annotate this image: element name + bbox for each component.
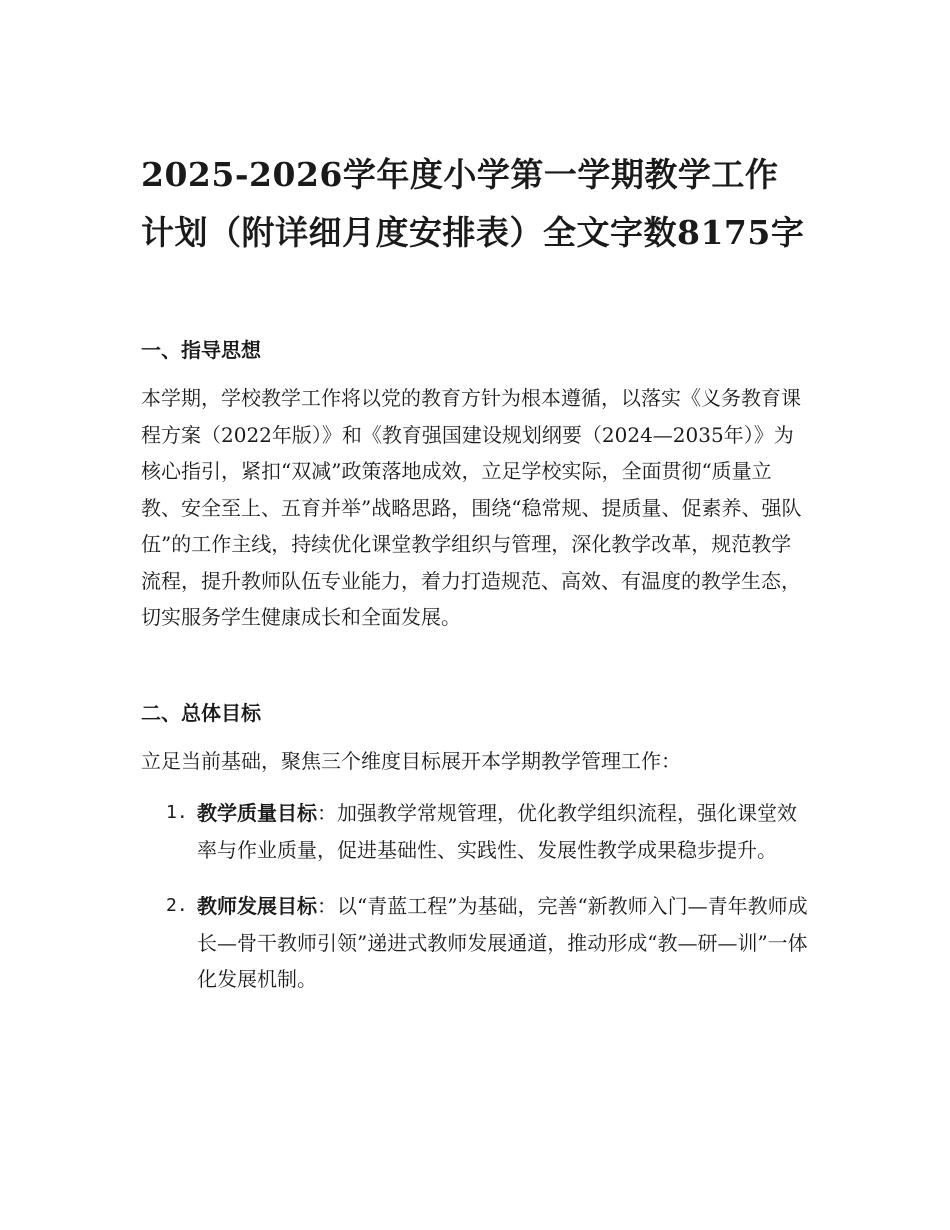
goals-list xyxy=(141,795,811,998)
list-item xyxy=(141,888,811,998)
list-item xyxy=(141,795,811,868)
list-item-text: ：加强教学常规管理，优化教学组织流程，强化课堂效率与作业质量，促进基础性、实践性、发展性教学成果稳步提升。 xyxy=(197,801,797,862)
list-item-text: ：以“青蓝工程”为基础，完善“新教师入门—青年教师成长—骨干教师引领”递进式教师发展通道，推动形成“教—研—训”一体化发展机制。 xyxy=(197,894,808,991)
list-item-number: 1. xyxy=(166,802,188,823)
list-item-number: 2. xyxy=(166,895,188,916)
list-item-lead: 教师发展目标 xyxy=(197,894,317,918)
overall-goals-intro: 立足当前基础，聚焦三个维度目标展开本学期教学管理工作： xyxy=(141,749,681,773)
section-heading-overall-goals: 二、总体目标 xyxy=(141,701,261,725)
document-title: 2025-2026学年度小学第一学期教学工作计划（附详细月度安排表）全文字数8175字 xyxy=(141,155,805,252)
list-item-lead: 教学质量目标 xyxy=(197,801,317,825)
guiding-ideology-paragraph: 本学期，学校教学工作将以党的教育方针为根本遵循，以落实《义务教育课程方案（2022年版）》和《教育强国建设规划纲要（2024—2035年）》为核心指引，紧扣“双减”政策落地成效，立足学校实际，全面贯彻“质量立教、安全至上、五育并举”战略思路，围绕“稳常规、提质量、促素养、强队伍”的工作主线，持续优化课堂教学组织与管理，深化教学改革，规范教学流程，提升教师队伍专业能力，着力打造规范、高效、有温度的教学生态，切实服务学生健康成长和全面发展。 xyxy=(141,386,802,629)
section-heading-guiding-ideology: 一、指导思想 xyxy=(141,338,261,362)
